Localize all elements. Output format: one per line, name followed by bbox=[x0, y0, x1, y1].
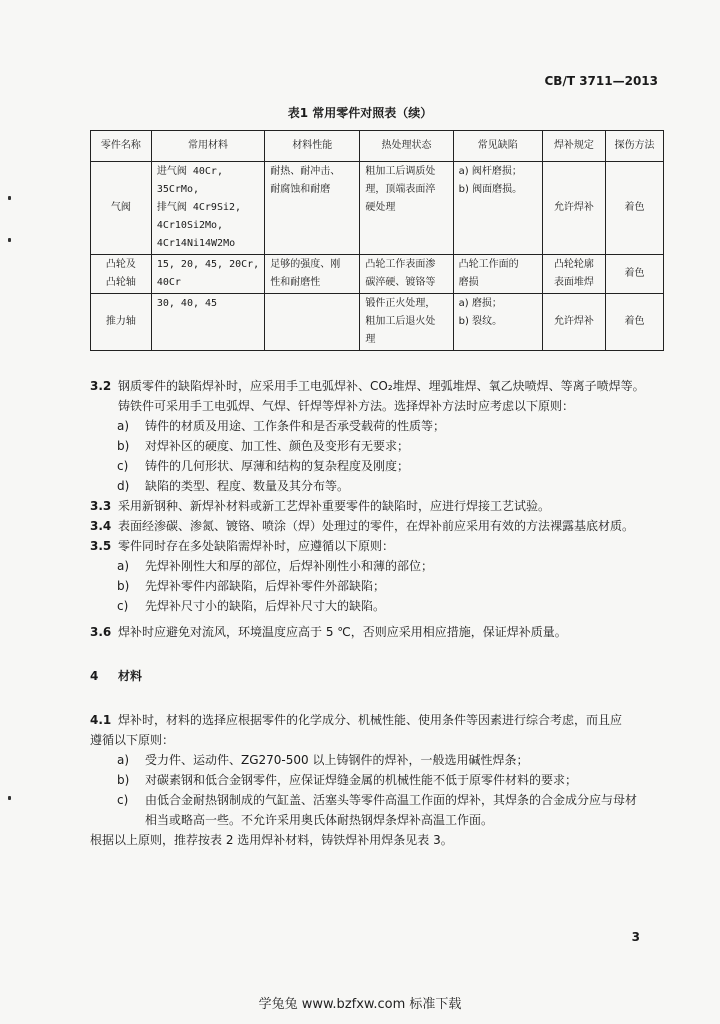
heat-line: 粗加工后退火处 bbox=[365, 316, 436, 327]
clause-text: 采用新钢种、新焊补材料或新工艺焊补重要零件的缺陷时，应进行焊接工艺试验。 bbox=[118, 499, 551, 513]
heat-line: 理 bbox=[365, 334, 376, 345]
repair-rule-cell bbox=[542, 255, 605, 294]
clause-3-3 bbox=[90, 496, 680, 516]
properties-cell bbox=[265, 162, 360, 255]
clause-4-1 bbox=[90, 710, 680, 730]
table-header-cell: 探伤方法 bbox=[606, 131, 664, 162]
table-row-thrust-shaft bbox=[91, 294, 664, 351]
rule-line: 凸轮轮廓 bbox=[553, 259, 594, 270]
part-name-line: 凸轮轴 bbox=[105, 277, 136, 288]
list-item bbox=[90, 750, 680, 770]
list-text: 缺陷的类型、程度、数量及其分布等。 bbox=[145, 479, 350, 493]
scan-mark bbox=[8, 796, 11, 800]
materials-cell bbox=[151, 255, 264, 294]
standard-code: CB/T 3711—2013 bbox=[544, 74, 658, 88]
list-label: a) bbox=[117, 753, 130, 767]
clause-number: 3.3 bbox=[90, 499, 112, 513]
list-label: d) bbox=[117, 479, 130, 493]
list-text-continued: 相当或略高一些。不允许采用奥氏体耐热钢焊条焊补高温工作面。 bbox=[145, 813, 494, 827]
material-line: 15, 20, 45, 20Cr, bbox=[156, 259, 260, 270]
defect-line: b) 裂纹。 bbox=[458, 316, 503, 327]
clause-text: 零件同时存在多处缺陷需焊补时，应遵循以下原则： bbox=[118, 539, 395, 553]
ndt-method-cell: 着色 bbox=[606, 294, 664, 351]
defects-cell bbox=[453, 162, 542, 255]
clause-text: 钢质零件的缺陷焊补时，应采用手工电弧焊补、CO₂堆焊、埋弧堆焊、氧乙炔喷焊、等离子喷焊等。 bbox=[118, 379, 645, 393]
ndt-method-cell: 着色 bbox=[606, 162, 664, 255]
materials-cell bbox=[151, 294, 264, 351]
property-line: 耐腐蚀和耐磨 bbox=[270, 184, 331, 195]
table-row-cam bbox=[91, 255, 664, 294]
list-text: 对焊补区的硬度、加工性、颜色及变形有无要求； bbox=[145, 439, 410, 453]
repair-rule-cell: 允许焊补 bbox=[542, 294, 605, 351]
material-line: 4Cr14Ni14W2Mo bbox=[156, 238, 236, 249]
table-header-cell: 焊补规定 bbox=[542, 131, 605, 162]
list-label: c) bbox=[117, 459, 129, 473]
list-label: c) bbox=[117, 793, 129, 807]
list-label: b) bbox=[117, 579, 130, 593]
material-line: 4Cr10Si2Mo, bbox=[156, 220, 224, 231]
closing-paragraph: 根据以上原则，推荐按表 2 选用焊补材料，铸铁焊补用焊条见表 3。 bbox=[90, 833, 453, 847]
clause-text: 焊补时应避免对流风，环境温度应高于 5 ℃，否则应采用相应措施，保证焊补质量。 bbox=[118, 625, 567, 639]
heat-treatment-cell bbox=[360, 294, 453, 351]
list-item bbox=[90, 456, 680, 476]
defect-line: 凸轮工作面的 bbox=[458, 259, 519, 270]
clause-text-continued: 遵循以下原则： bbox=[90, 733, 175, 747]
heat-line: 碳淬硬、镀铬等 bbox=[365, 277, 436, 288]
list-text: 铸件的几何形状、厚薄和结构的复杂程度及刚度； bbox=[145, 459, 410, 473]
clause-text: 表面经渗碳、渗氮、镀铬、喷涂（焊）处理过的零件，在焊补前应采用有效的方法裸露基底材质。 bbox=[118, 519, 635, 533]
properties-cell bbox=[265, 294, 360, 351]
clause-3-6 bbox=[90, 622, 680, 642]
list-label: a) bbox=[117, 419, 130, 433]
defects-cell bbox=[453, 294, 542, 351]
page-number: 3 bbox=[631, 930, 640, 944]
list-item bbox=[90, 476, 680, 496]
list-text: 先焊补刚性大和厚的部位，后焊补刚性小和薄的部位； bbox=[145, 559, 434, 573]
table-row-valve bbox=[91, 162, 664, 255]
list-text: 先焊补零件内部缺陷，后焊补零件外部缺陷； bbox=[145, 579, 386, 593]
list-label: a) bbox=[117, 559, 130, 573]
defect-line: a) 阀杆磨损； bbox=[458, 166, 522, 177]
heat-line: 理，顶端表面淬 bbox=[365, 184, 436, 195]
list-label: b) bbox=[117, 439, 130, 453]
list-label: b) bbox=[117, 773, 130, 787]
list-text: 对碳素钢和低合金钢零件，应保证焊缝金属的机械性能不低于原零件材料的要求； bbox=[145, 773, 578, 787]
section-number: 4 bbox=[90, 669, 99, 683]
clause-number: 3.4 bbox=[90, 519, 112, 533]
table-header-cell: 材料性能 bbox=[265, 131, 360, 162]
parts-comparison-table bbox=[90, 130, 664, 351]
list-text: 先焊补尺寸小的缺陷，后焊补尺寸大的缺陷。 bbox=[145, 599, 386, 613]
list-text: 由低合金耐热钢制成的气缸盖、活塞头等零件高温工作面的焊补，其焊条的合金成分应与母材 bbox=[145, 793, 638, 807]
section-4-heading bbox=[90, 666, 680, 686]
defect-line: a) 磨损； bbox=[458, 298, 502, 309]
properties-cell bbox=[265, 255, 360, 294]
list-item bbox=[90, 416, 680, 436]
document-body bbox=[90, 376, 680, 850]
clause-3-2 bbox=[90, 376, 680, 396]
materials-cell bbox=[151, 162, 264, 255]
list-item bbox=[90, 790, 680, 810]
table-header-row bbox=[91, 131, 664, 162]
list-item bbox=[90, 436, 680, 456]
list-label: c) bbox=[117, 599, 129, 613]
clause-number: 3.5 bbox=[90, 539, 112, 553]
property-line: 性和耐磨性 bbox=[270, 277, 321, 288]
watermark: 学兔兔 www.bzfxw.com 标准下载 bbox=[258, 997, 462, 1012]
clause-number: 3.6 bbox=[90, 625, 112, 639]
defect-line: b) 阀面磨损。 bbox=[458, 184, 523, 195]
material-line: 排气阀 4Cr9Si2, bbox=[156, 202, 242, 213]
table-header-cell: 零件名称 bbox=[91, 131, 152, 162]
list-text: 铸件的材质及用途、工作条件和是否承受载荷的性质等； bbox=[145, 419, 446, 433]
list-item bbox=[90, 596, 680, 616]
list-item bbox=[90, 576, 680, 596]
heat-treatment-cell bbox=[360, 162, 453, 255]
heat-line: 锻件正火处理， bbox=[365, 298, 436, 309]
table-title: 表1 常用零件对照表（续） bbox=[287, 106, 433, 120]
defect-line: 磨损 bbox=[458, 277, 479, 288]
clause-number: 4.1 bbox=[90, 713, 112, 727]
material-line: 进气阀 40Cr, bbox=[156, 166, 223, 177]
material-line: 35CrMo, bbox=[156, 184, 199, 195]
table-header-cell: 常用材料 bbox=[151, 131, 264, 162]
heat-treatment-cell bbox=[360, 255, 453, 294]
part-name-cell bbox=[91, 255, 152, 294]
list-text: 受力件、运动件、ZG270-500 以上铸钢件的焊补，一般选用碱性焊条； bbox=[145, 753, 529, 767]
ndt-method-cell: 着色 bbox=[606, 255, 664, 294]
clause-number: 3.2 bbox=[90, 379, 112, 393]
clause-3-4 bbox=[90, 516, 680, 536]
clause-3-5 bbox=[90, 536, 680, 556]
table-header-cell: 常见缺陷 bbox=[453, 131, 542, 162]
list-item bbox=[90, 556, 680, 576]
property-line: 足够的强度、刚 bbox=[270, 259, 341, 270]
scan-mark bbox=[8, 196, 11, 200]
material-line: 40Cr bbox=[156, 277, 181, 288]
part-name-cell: 推力轴 bbox=[91, 294, 152, 351]
rule-line: 表面堆焊 bbox=[553, 277, 594, 288]
repair-rule-cell: 允许焊补 bbox=[542, 162, 605, 255]
heat-line: 粗加工后调质处 bbox=[365, 166, 436, 177]
part-name-line: 凸轮及 bbox=[105, 259, 136, 270]
heat-line: 凸轮工作表面渗 bbox=[365, 259, 436, 270]
scan-mark bbox=[8, 238, 11, 242]
defects-cell bbox=[453, 255, 542, 294]
clause-text-continued: 铸铁件可采用手工电弧焊、气焊、钎焊等焊补方法。选择焊补方法时应考虑以下原则： bbox=[118, 399, 575, 413]
clause-text: 焊补时，材料的选择应根据零件的化学成分、机械性能、使用条件等因素进行综合考虑，而且应 bbox=[118, 713, 623, 727]
part-name-cell: 气阀 bbox=[91, 162, 152, 255]
table-header-cell: 热处理状态 bbox=[360, 131, 453, 162]
material-line: 30, 40, 45 bbox=[156, 298, 218, 309]
heat-line: 硬处理 bbox=[365, 202, 396, 213]
property-line: 耐热、耐冲击、 bbox=[270, 166, 341, 177]
section-title: 材料 bbox=[118, 669, 143, 683]
list-item bbox=[90, 770, 680, 790]
